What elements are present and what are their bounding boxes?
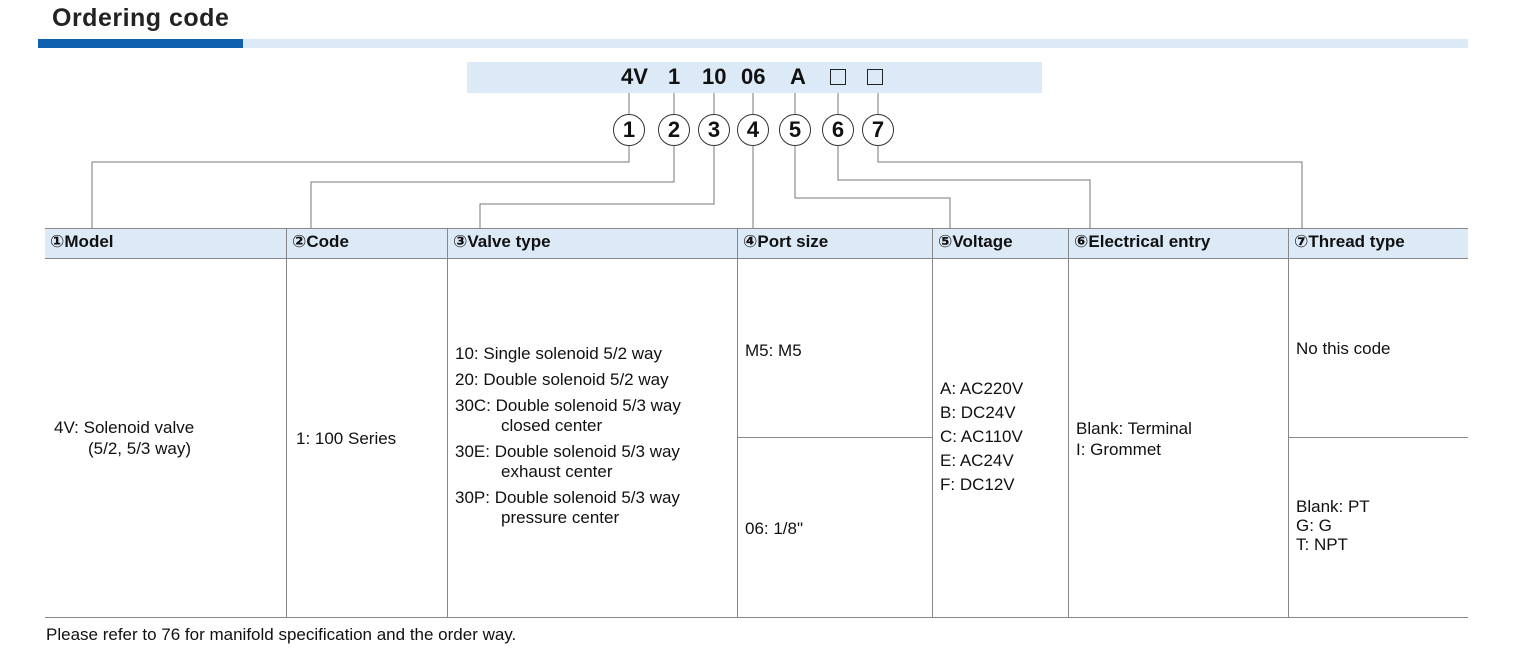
marker-1: 1 <box>613 114 645 146</box>
header-model: ①Model <box>50 232 114 251</box>
voltage-item: E: AC24V <box>940 451 1014 470</box>
port-size-divider <box>737 437 932 438</box>
connector-5 <box>795 146 950 228</box>
voltage-item: A: AC220V <box>940 379 1024 398</box>
valve-type-item: 10: Single solenoid 5/2 way <box>455 344 662 363</box>
marker-3: 3 <box>698 114 730 146</box>
code-part-model: 4V <box>621 64 648 89</box>
valve-type-item: 30P: Double solenoid 5/3 way <box>455 488 680 507</box>
header-port-size: ④Port size <box>743 232 829 251</box>
code-cell: 1: 100 Series <box>296 429 397 448</box>
thread-type-item: Blank: PT <box>1296 497 1370 516</box>
valve-type-item: 20: Double solenoid 5/2 way <box>455 370 669 389</box>
connector-6 <box>838 146 1090 228</box>
column-divider <box>1068 228 1069 618</box>
model-cell <box>54 417 194 459</box>
code-part-voltage: A <box>790 64 806 89</box>
valve-type-cell <box>455 344 681 528</box>
voltage-item: F: DC12V <box>940 475 1015 494</box>
valve-type-item-detail: pressure center <box>501 508 620 527</box>
header-bottom-border <box>45 258 1468 259</box>
thread-type-options <box>1296 497 1370 554</box>
header-voltage: ⑤Voltage <box>938 232 1013 251</box>
valve-type-item: 30C: Double solenoid 5/3 way <box>455 396 681 415</box>
port-size-06: 06: 1/8" <box>745 519 804 538</box>
valve-type-item: 30E: Double solenoid 5/3 way <box>455 442 680 461</box>
model-line: 4V: Solenoid valve <box>54 418 195 437</box>
column-divider <box>932 228 933 618</box>
code-part-valve-type: 10 <box>702 64 727 89</box>
thread-type-none: No this code <box>1296 339 1391 358</box>
port-size-m5: M5: M5 <box>745 341 802 360</box>
marker-2: 2 <box>658 114 690 146</box>
electrical-entry-item: I: Grommet <box>1076 440 1162 459</box>
voltage-item: B: DC24V <box>940 403 1016 422</box>
thread-type-item: G: G <box>1296 516 1332 535</box>
connector-1 <box>92 146 629 228</box>
code-part-code: 1 <box>668 64 681 89</box>
model-line: (5/2, 5/3 way) <box>88 439 191 458</box>
column-divider <box>286 228 287 618</box>
electrical-entry-cell <box>1076 418 1192 460</box>
header-thread-type: ⑦Thread type <box>1294 232 1405 251</box>
connector-2 <box>311 146 674 228</box>
valve-type-item-detail: closed center <box>501 416 603 435</box>
marker-5: 5 <box>779 114 811 146</box>
thread-type-item: T: NPT <box>1296 535 1348 554</box>
header-code: ②Code <box>292 232 349 251</box>
header-electrical-entry: ⑥Electrical entry <box>1074 232 1211 251</box>
header-valve-type: ③Valve type <box>453 232 551 251</box>
footnote: Please refer to 76 for manifold specification and the order way. <box>46 625 517 644</box>
table-bottom-border <box>45 617 1468 618</box>
marker-7: 7 <box>862 114 894 146</box>
column-divider <box>447 228 448 618</box>
voltage-cell <box>940 377 1023 497</box>
electrical-entry-item: Blank: Terminal <box>1076 419 1192 438</box>
table-top-border <box>45 228 1468 229</box>
voltage-item: C: AC110V <box>940 427 1023 446</box>
marker-4: 4 <box>737 114 769 146</box>
code-part-port-size: 06 <box>741 64 766 89</box>
connector-3 <box>480 146 714 228</box>
valve-type-item-detail: exhaust center <box>501 462 613 481</box>
column-divider <box>1288 228 1289 618</box>
column-divider <box>737 228 738 618</box>
thread-type-divider <box>1288 437 1468 438</box>
page-title: Ordering code <box>52 4 230 32</box>
marker-6: 6 <box>822 114 854 146</box>
